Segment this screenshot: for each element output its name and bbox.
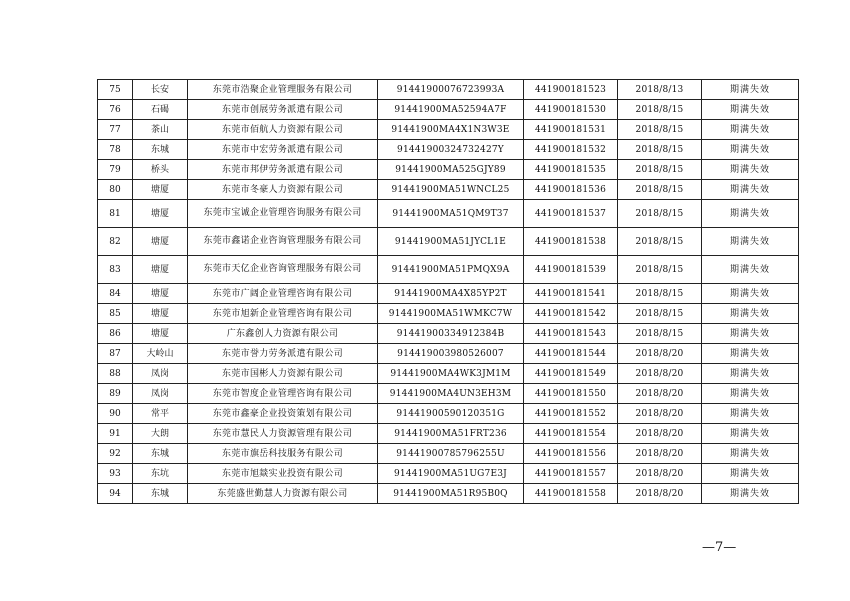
status-cell: 期满失效 xyxy=(702,120,799,140)
date-cell: 2018/8/20 xyxy=(618,384,702,404)
area-cell: 塘厦 xyxy=(133,256,188,284)
table-row xyxy=(98,160,799,180)
row-number: 81 xyxy=(98,200,133,228)
license-number-cell: 441900181531 xyxy=(524,120,618,140)
status-cell: 期满失效 xyxy=(702,344,799,364)
company-name-cell: 东莞盛世勤慧人力资源有限公司 xyxy=(188,484,378,504)
table-row xyxy=(98,384,799,404)
date-cell: 2018/8/20 xyxy=(618,424,702,444)
license-number-cell: 441900181535 xyxy=(524,160,618,180)
date-cell: 2018/8/15 xyxy=(618,100,702,120)
license-number-cell: 441900181542 xyxy=(524,304,618,324)
area-cell: 长安 xyxy=(133,80,188,100)
area-cell: 东城 xyxy=(133,140,188,160)
table-row xyxy=(98,80,799,100)
credit-code-cell: 91441900785796255U xyxy=(378,444,524,464)
license-number-cell: 441900181532 xyxy=(524,140,618,160)
date-cell: 2018/8/15 xyxy=(618,180,702,200)
area-cell: 塘厦 xyxy=(133,180,188,200)
company-name-cell: 东莞市慧民人力资源管理有限公司 xyxy=(188,424,378,444)
status-cell: 期满失效 xyxy=(702,228,799,256)
company-name-cell: 东莞市天亿企业咨询管理服务有限公司 xyxy=(188,256,378,284)
license-number-cell: 441900181538 xyxy=(524,228,618,256)
license-number-cell: 441900181537 xyxy=(524,200,618,228)
date-cell: 2018/8/13 xyxy=(618,80,702,100)
table-row xyxy=(98,344,799,364)
license-number-cell: 441900181557 xyxy=(524,464,618,484)
status-cell: 期满失效 xyxy=(702,304,799,324)
row-number: 80 xyxy=(98,180,133,200)
row-number: 84 xyxy=(98,284,133,304)
table-row xyxy=(98,284,799,304)
row-number: 92 xyxy=(98,444,133,464)
credit-code-cell: 91441900MA4X1N3W3E xyxy=(378,120,524,140)
date-cell: 2018/8/15 xyxy=(618,200,702,228)
company-name-cell: 东莞市誉力劳务派遣有限公司 xyxy=(188,344,378,364)
table-row xyxy=(98,404,799,424)
license-number-cell: 441900181556 xyxy=(524,444,618,464)
row-number: 87 xyxy=(98,344,133,364)
row-number: 77 xyxy=(98,120,133,140)
status-cell: 期满失效 xyxy=(702,484,799,504)
table-row xyxy=(98,364,799,384)
credit-code-cell: 91441900076723993A xyxy=(378,80,524,100)
license-number-cell: 441900181544 xyxy=(524,344,618,364)
company-name-cell: 东莞市浩聚企业管理服务有限公司 xyxy=(188,80,378,100)
license-number-cell: 441900181541 xyxy=(524,284,618,304)
area-cell: 凤岗 xyxy=(133,384,188,404)
status-cell: 期满失效 xyxy=(702,444,799,464)
company-name-cell: 东莞市鑫豪企业投资策划有限公司 xyxy=(188,404,378,424)
row-number: 91 xyxy=(98,424,133,444)
area-cell: 凤岗 xyxy=(133,364,188,384)
license-number-cell: 441900181543 xyxy=(524,324,618,344)
license-number-cell: 441900181558 xyxy=(524,484,618,504)
row-number: 93 xyxy=(98,464,133,484)
table-row xyxy=(98,424,799,444)
table-body xyxy=(98,80,799,504)
company-name-cell: 东莞市鑫诺企业咨询管理服务有限公司 xyxy=(188,228,378,256)
license-number-cell: 441900181523 xyxy=(524,80,618,100)
table-row xyxy=(98,200,799,228)
credit-code-cell: 91441900MA51WMKC7W xyxy=(378,304,524,324)
credit-code-cell: 91441900590120351G xyxy=(378,404,524,424)
credit-code-cell: 91441900MA51QM9T37 xyxy=(378,200,524,228)
license-number-cell: 441900181552 xyxy=(524,404,618,424)
company-name-cell: 东莞市广阔企业管理咨询有限公司 xyxy=(188,284,378,304)
area-cell: 塘厦 xyxy=(133,284,188,304)
area-cell: 塘厦 xyxy=(133,228,188,256)
company-name-cell: 东莞市旭新企业管理咨询有限公司 xyxy=(188,304,378,324)
credit-code-cell: 91441900MA51UG7E3J xyxy=(378,464,524,484)
date-cell: 2018/8/20 xyxy=(618,484,702,504)
status-cell: 期满失效 xyxy=(702,180,799,200)
credit-code-cell: 91441900MA51JYCL1E xyxy=(378,228,524,256)
row-number: 76 xyxy=(98,100,133,120)
status-cell: 期满失效 xyxy=(702,404,799,424)
company-name-cell: 东莞市旭燚实业投资有限公司 xyxy=(188,464,378,484)
row-number: 75 xyxy=(98,80,133,100)
table-row xyxy=(98,256,799,284)
date-cell: 2018/8/15 xyxy=(618,228,702,256)
credit-code-cell: 91441900MA51FRT236 xyxy=(378,424,524,444)
table-row xyxy=(98,484,799,504)
row-number: 78 xyxy=(98,140,133,160)
status-cell: 期满失效 xyxy=(702,140,799,160)
credit-code-cell: 91441900MA51PMQX9A xyxy=(378,256,524,284)
date-cell: 2018/8/15 xyxy=(618,324,702,344)
table-row xyxy=(98,324,799,344)
date-cell: 2018/8/20 xyxy=(618,344,702,364)
company-name-cell: 东莞市宝诚企业管理咨询服务有限公司 xyxy=(188,200,378,228)
company-name-cell: 东莞市佰航人力资源有限公司 xyxy=(188,120,378,140)
company-name-cell: 东莞市旗岳科技服务有限公司 xyxy=(188,444,378,464)
status-cell: 期满失效 xyxy=(702,424,799,444)
table-row xyxy=(98,120,799,140)
date-cell: 2018/8/15 xyxy=(618,256,702,284)
row-number: 88 xyxy=(98,364,133,384)
row-number: 82 xyxy=(98,228,133,256)
area-cell: 石碣 xyxy=(133,100,188,120)
area-cell: 塘厦 xyxy=(133,304,188,324)
row-number: 90 xyxy=(98,404,133,424)
credit-code-cell: 91441900MA4WK3JM1M xyxy=(378,364,524,384)
status-cell: 期满失效 xyxy=(702,256,799,284)
license-number-cell: 441900181549 xyxy=(524,364,618,384)
status-cell: 期满失效 xyxy=(702,364,799,384)
area-cell: 常平 xyxy=(133,404,188,424)
license-number-cell: 441900181539 xyxy=(524,256,618,284)
table-row xyxy=(98,140,799,160)
credit-code-cell: 91441900MA4UN3EH3M xyxy=(378,384,524,404)
credit-code-cell: 91441900324732427Y xyxy=(378,140,524,160)
license-number-cell: 441900181550 xyxy=(524,384,618,404)
date-cell: 2018/8/15 xyxy=(618,284,702,304)
company-name-cell: 东莞市中宏劳务派遣有限公司 xyxy=(188,140,378,160)
row-number: 83 xyxy=(98,256,133,284)
row-number: 85 xyxy=(98,304,133,324)
company-name-cell: 东莞市邦伊劳务派遣有限公司 xyxy=(188,160,378,180)
row-number: 89 xyxy=(98,384,133,404)
row-number: 79 xyxy=(98,160,133,180)
credit-code-cell: 91441900MA52594A7F xyxy=(378,100,524,120)
company-name-cell: 东莞市冬豪人力资源有限公司 xyxy=(188,180,378,200)
company-name-cell: 东莞市国彬人力资源有限公司 xyxy=(188,364,378,384)
area-cell: 大岭山 xyxy=(133,344,188,364)
date-cell: 2018/8/20 xyxy=(618,364,702,384)
status-cell: 期满失效 xyxy=(702,384,799,404)
company-name-cell: 东莞市智度企业管理咨询有限公司 xyxy=(188,384,378,404)
table-row xyxy=(98,100,799,120)
credit-code-cell: 91441900MA525GJY89 xyxy=(378,160,524,180)
row-number: 86 xyxy=(98,324,133,344)
table-row xyxy=(98,180,799,200)
area-cell: 大朗 xyxy=(133,424,188,444)
status-cell: 期满失效 xyxy=(702,160,799,180)
date-cell: 2018/8/20 xyxy=(618,464,702,484)
date-cell: 2018/8/15 xyxy=(618,120,702,140)
date-cell: 2018/8/20 xyxy=(618,444,702,464)
area-cell: 东城 xyxy=(133,484,188,504)
license-table xyxy=(97,79,799,504)
status-cell: 期满失效 xyxy=(702,100,799,120)
area-cell: 茶山 xyxy=(133,120,188,140)
area-cell: 塘厦 xyxy=(133,200,188,228)
table-row xyxy=(98,444,799,464)
area-cell: 东城 xyxy=(133,444,188,464)
date-cell: 2018/8/15 xyxy=(618,160,702,180)
status-cell: 期满失效 xyxy=(702,80,799,100)
date-cell: 2018/8/15 xyxy=(618,304,702,324)
credit-code-cell: 91441900MA51R95B0Q xyxy=(378,484,524,504)
credit-code-cell: 91441900398052600​7 xyxy=(378,344,524,364)
table-row xyxy=(98,304,799,324)
license-number-cell: 441900181554 xyxy=(524,424,618,444)
area-cell: 塘厦 xyxy=(133,324,188,344)
license-number-cell: 441900181536 xyxy=(524,180,618,200)
table-row xyxy=(98,228,799,256)
area-cell: 桥头 xyxy=(133,160,188,180)
table-row xyxy=(98,464,799,484)
credit-code-cell: 91441900334912384B xyxy=(378,324,524,344)
status-cell: 期满失效 xyxy=(702,200,799,228)
credit-code-cell: 91441900MA4X85YP2T xyxy=(378,284,524,304)
credit-code-cell: 91441900MA51WNCL25 xyxy=(378,180,524,200)
company-name-cell: 广东鑫创人力资源有限公司 xyxy=(188,324,378,344)
company-name-cell: 东莞市创展劳务派遣有限公司 xyxy=(188,100,378,120)
date-cell: 2018/8/15 xyxy=(618,140,702,160)
status-cell: 期满失效 xyxy=(702,464,799,484)
status-cell: 期满失效 xyxy=(702,324,799,344)
row-number: 94 xyxy=(98,484,133,504)
status-cell: 期满失效 xyxy=(702,284,799,304)
page-number: —7— xyxy=(702,540,737,555)
date-cell: 2018/8/20 xyxy=(618,404,702,424)
license-number-cell: 441900181530 xyxy=(524,100,618,120)
area-cell: 东坑 xyxy=(133,464,188,484)
